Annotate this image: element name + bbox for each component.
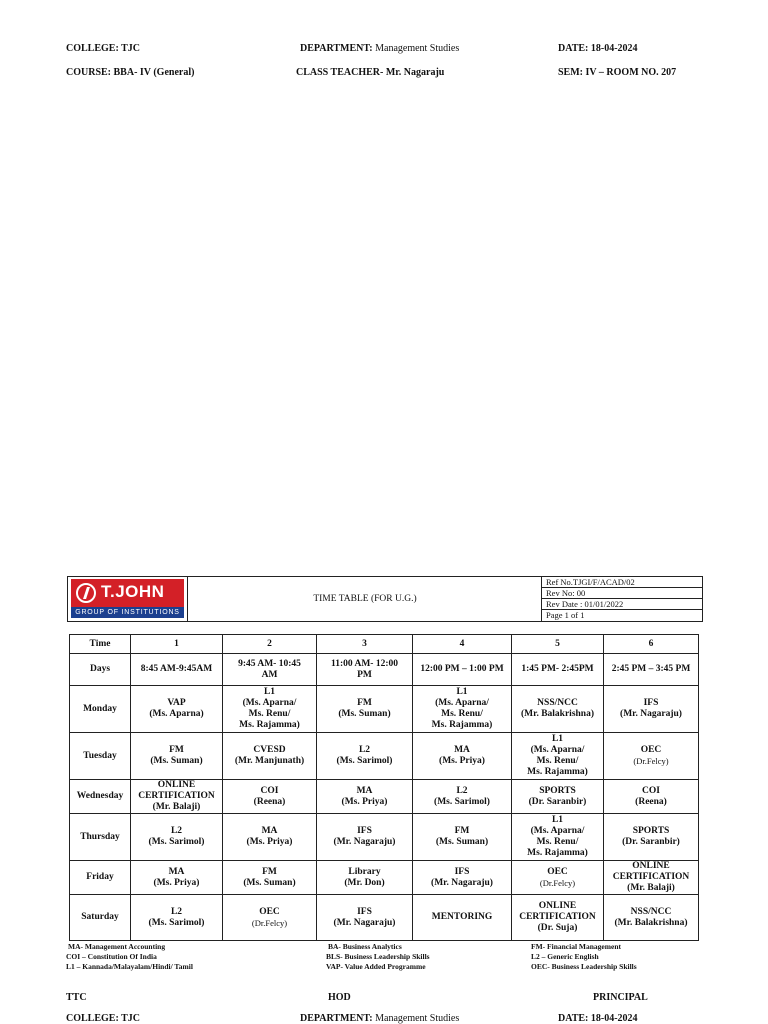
legend-item: COI – Constitution Of India xyxy=(66,952,157,961)
subject-code: L1 xyxy=(551,734,564,744)
teacher-name: (Ms. Suman) xyxy=(338,709,391,719)
document-control-header xyxy=(67,576,703,622)
date-label: DATE: xyxy=(558,43,589,54)
subject-code: FM xyxy=(262,866,277,877)
subject-code: FM xyxy=(357,698,372,708)
subject-code: MA xyxy=(356,785,373,796)
day-row xyxy=(70,733,699,780)
subject-code: IFS xyxy=(454,866,470,877)
teacher-name: (Mr. Nagaraju) xyxy=(333,837,396,847)
timetable-cell xyxy=(317,686,413,733)
legend-item: FM- Financial Management xyxy=(531,942,621,951)
subject-code: MA xyxy=(454,745,470,755)
timetable-cell xyxy=(604,733,699,780)
timetable-cell xyxy=(223,814,317,861)
legend-item: BA- Business Analytics xyxy=(328,942,402,951)
subject-code: L1 xyxy=(263,687,276,697)
period-header: 5 xyxy=(512,635,604,654)
timetable-cell xyxy=(317,814,413,861)
teacher-name: (Dr. Saranbir) xyxy=(622,837,680,847)
timetable-cell xyxy=(317,895,413,941)
course-value: BBA- IV (General) xyxy=(113,67,195,78)
time-slot: 9:45 AM- 10:45 AM xyxy=(223,654,317,686)
legend-item: L2 – Generic English xyxy=(531,952,599,961)
teacher-name: (Mr. Manjunath) xyxy=(234,756,305,766)
subject-code: OEC xyxy=(547,866,568,877)
sem-room-field: SEM: IV – ROOM NO. 207 xyxy=(558,67,677,78)
teacher-name: (Reena) xyxy=(635,796,667,807)
period-row xyxy=(70,635,699,654)
timetable-cell xyxy=(512,861,604,895)
timetable-cell xyxy=(413,686,512,733)
timetable-cell xyxy=(604,814,699,861)
timetable-cell xyxy=(413,861,512,895)
timetable-cell xyxy=(604,686,699,733)
date-value: 18-04-2024 xyxy=(590,43,638,54)
subject-code: L2 xyxy=(358,745,371,755)
subject-code: ONLINE CERTIFICATION xyxy=(138,780,215,801)
subject-code: L1 xyxy=(456,687,468,697)
day-label: Friday xyxy=(70,861,131,895)
teacher-name: (Reena) xyxy=(253,796,286,807)
footer-department-label: DEPARTMENT: xyxy=(300,1013,373,1024)
day-row xyxy=(70,814,699,861)
teacher-name: (Ms. Suman) xyxy=(243,877,296,888)
footer-college: COLLEGE: TJC xyxy=(66,1013,140,1024)
subject-code: IFS xyxy=(357,906,372,917)
timetable-cell xyxy=(131,814,223,861)
rev-date: Rev Date : 01/01/2022 xyxy=(542,599,702,610)
subject-code: MA xyxy=(261,826,278,836)
teacher-name: (Mr. Don) xyxy=(344,877,385,888)
subject-code: MENTORING xyxy=(431,912,493,922)
day-label: Wednesday xyxy=(70,780,131,814)
legend-column-2 xyxy=(328,942,430,972)
legend-item: VAP- Value Added Programme xyxy=(326,962,426,971)
timetable xyxy=(69,634,699,941)
subject-code: L2 xyxy=(170,826,183,836)
timetable-cell xyxy=(512,733,604,780)
day-label: Tuesday xyxy=(70,733,131,780)
timetable-cell xyxy=(131,895,223,941)
legend-item: MA- Management Accounting xyxy=(68,942,166,951)
teacher-name: (Mr. Balakrishna) xyxy=(520,709,595,719)
timetable-cell xyxy=(223,895,317,941)
subject-code: CVESD xyxy=(253,745,286,755)
timetable-cell xyxy=(317,780,413,814)
subject-code: VAP xyxy=(167,698,186,708)
logo-name: T.JOHN xyxy=(101,582,165,601)
date-field xyxy=(558,43,638,54)
logo-cell xyxy=(68,577,188,621)
teacher-name: (Dr.Felcy) xyxy=(633,756,669,766)
teacher-name: (Mr. Nagaraju) xyxy=(431,877,493,888)
teacher-name: (Ms. Aparna/ Ms. Renu/ Ms. Rajamma) xyxy=(239,698,300,730)
teacher-name: (Ms. Priya) xyxy=(439,756,485,766)
tjohn-logo xyxy=(71,579,184,618)
period-header: 2 xyxy=(223,635,317,654)
subject-code: OEC xyxy=(259,906,280,917)
hod-signature: HOD xyxy=(328,992,351,1003)
ref-no: Ref No.TJGI/F/ACAD/02 xyxy=(542,577,702,588)
subject-code: L1 xyxy=(551,815,564,825)
timetable-cell xyxy=(512,814,604,861)
timetable-cell xyxy=(512,895,604,941)
day-label: Thursday xyxy=(70,814,131,861)
time-slot: 12:00 PM – 1:00 PM xyxy=(413,654,512,686)
footer-department xyxy=(300,1013,459,1024)
subject-code: NSS/NCC xyxy=(630,906,672,917)
teacher-name: (Ms. Sarimol) xyxy=(148,837,205,847)
course-field xyxy=(66,67,194,78)
timetable-cell xyxy=(131,686,223,733)
timetable-cell xyxy=(512,686,604,733)
subject-code: FM xyxy=(169,745,184,755)
subject-code: IFS xyxy=(357,826,372,836)
teacher-name: (Ms. Aparna/ Ms. Renu/ Ms. Rajamma) xyxy=(527,745,588,777)
timetable-cell xyxy=(317,861,413,895)
footer-date: DATE: 18-04-2024 xyxy=(558,1013,638,1024)
logo-emblem-icon xyxy=(76,583,96,603)
subject-code: ONLINE CERTIFICATION xyxy=(519,901,596,922)
teacher-name: (Ms. Suman) xyxy=(435,837,489,847)
ttc-signature: TTC xyxy=(66,992,87,1003)
timetable-cell xyxy=(512,780,604,814)
subject-code: COI xyxy=(642,785,660,796)
period-header: 3 xyxy=(317,635,413,654)
timetable-cell xyxy=(223,861,317,895)
timetable-cell xyxy=(223,686,317,733)
teacher-name: (Mr. Balaji) xyxy=(627,883,675,893)
teacher-name: (Ms. Priya) xyxy=(153,877,200,888)
timetable-cell xyxy=(413,814,512,861)
legend-column-1 xyxy=(68,942,193,972)
teacher-name: (Mr. Balaji) xyxy=(152,802,201,812)
timetable-cell xyxy=(413,895,512,941)
timetable-cell xyxy=(604,895,699,941)
time-header: Time xyxy=(70,635,131,654)
day-row xyxy=(70,780,699,814)
logo-tagline: GROUP OF INSTITUTIONS xyxy=(71,607,184,618)
teacher-name: (Dr.Felcy) xyxy=(539,877,576,888)
teacher-name: (Ms. Priya) xyxy=(246,837,293,847)
teacher-name: (Ms. Aparna) xyxy=(149,709,204,719)
subject-code: L2 xyxy=(456,785,468,796)
subject-code: FM xyxy=(454,826,470,836)
college-label: COLLEGE: xyxy=(66,43,119,54)
subject-code: L2 xyxy=(170,906,183,917)
class-teacher-value: Mr. Nagaraju xyxy=(385,67,445,78)
document-title: TIME TABLE (FOR U.G.) xyxy=(313,594,417,604)
teacher-name: (Mr. Nagaraju) xyxy=(620,709,682,719)
timetable-cell xyxy=(413,733,512,780)
timetable-cell xyxy=(223,733,317,780)
teacher-name: (Ms. Sarimol) xyxy=(434,796,490,807)
day-row xyxy=(70,895,699,941)
subject-code: MA xyxy=(168,866,185,877)
timetable-cell xyxy=(604,861,699,895)
timetable-cell xyxy=(317,733,413,780)
teacher-name: (Mr. Nagaraju) xyxy=(333,917,396,928)
subject-code: ONLINE CERTIFICATION xyxy=(612,861,690,882)
timetable-cell xyxy=(604,780,699,814)
legend-item: OEC- Business Leadership Skills xyxy=(531,962,637,971)
day-label: Saturday xyxy=(70,895,131,941)
teacher-name: (Dr. Suja) xyxy=(537,923,578,933)
teacher-name: (Dr.Felcy) xyxy=(251,917,288,928)
teacher-name: (Ms. Suman) xyxy=(150,756,203,766)
timetable-cell xyxy=(131,733,223,780)
subject-code: IFS xyxy=(643,698,659,708)
department-field xyxy=(300,43,459,54)
teacher-name: (Dr. Saranbir) xyxy=(528,796,587,807)
timetable-cell xyxy=(223,780,317,814)
time-slot: 11:00 AM- 12:00 PM xyxy=(317,654,413,686)
class-teacher-field xyxy=(296,67,444,78)
subject-code: COI xyxy=(260,785,279,796)
teacher-name: (Ms. Sarimol) xyxy=(336,756,393,766)
principal-signature: PRINCIPAL xyxy=(593,992,648,1003)
day-row xyxy=(70,686,699,733)
period-header: 6 xyxy=(604,635,699,654)
day-label: Monday xyxy=(70,686,131,733)
revision-info xyxy=(541,577,702,621)
rev-no: Rev No: 00 xyxy=(542,588,702,599)
course-label: COURSE: xyxy=(66,67,112,78)
page-number: Page 1 of 1 xyxy=(546,610,585,620)
legend-item: L1 – Kannada/Malayalam/Hindi/ Tamil xyxy=(66,962,193,971)
legend-column-3 xyxy=(531,942,637,972)
class-teacher-label: CLASS TEACHER- xyxy=(296,67,384,78)
college-field xyxy=(66,43,140,54)
teacher-name: (Mr. Balakrishna) xyxy=(614,917,688,928)
college-value: TJC xyxy=(121,43,141,54)
teacher-name: (Ms. Aparna/ Ms. Renu/ Ms. Rajamma) xyxy=(431,698,493,730)
period-header: 1 xyxy=(131,635,223,654)
time-slot: 8:45 AM-9:45AM xyxy=(131,654,223,686)
subject-code: OEC xyxy=(640,745,662,755)
slot-row xyxy=(70,654,699,686)
subject-code: SPORTS xyxy=(539,785,576,796)
day-row xyxy=(70,861,699,895)
period-header: 4 xyxy=(413,635,512,654)
footer-department-value: Management Studies xyxy=(375,1013,460,1024)
time-slot: 2:45 PM – 3:45 PM xyxy=(604,654,699,686)
teacher-name: (Ms. Aparna/ Ms. Renu/ Ms. Rajamma) xyxy=(527,826,588,858)
teacher-name: (Ms. Priya) xyxy=(341,796,388,807)
timetable-cell xyxy=(413,780,512,814)
legend-item: BLS- Business Leadership Skills xyxy=(326,952,430,961)
subject-code: NSS/NCC xyxy=(537,698,578,708)
subject-code: SPORTS xyxy=(632,826,670,836)
timetable-cell xyxy=(131,780,223,814)
timetable-cell xyxy=(131,861,223,895)
subject-code: Library xyxy=(348,866,381,877)
department-value: Management Studies xyxy=(375,43,460,54)
department-label: DEPARTMENT: xyxy=(300,43,373,54)
time-slot: 1:45 PM- 2:45PM xyxy=(512,654,604,686)
days-header: Days xyxy=(70,654,131,686)
teacher-name: (Ms. Sarimol) xyxy=(148,917,205,928)
